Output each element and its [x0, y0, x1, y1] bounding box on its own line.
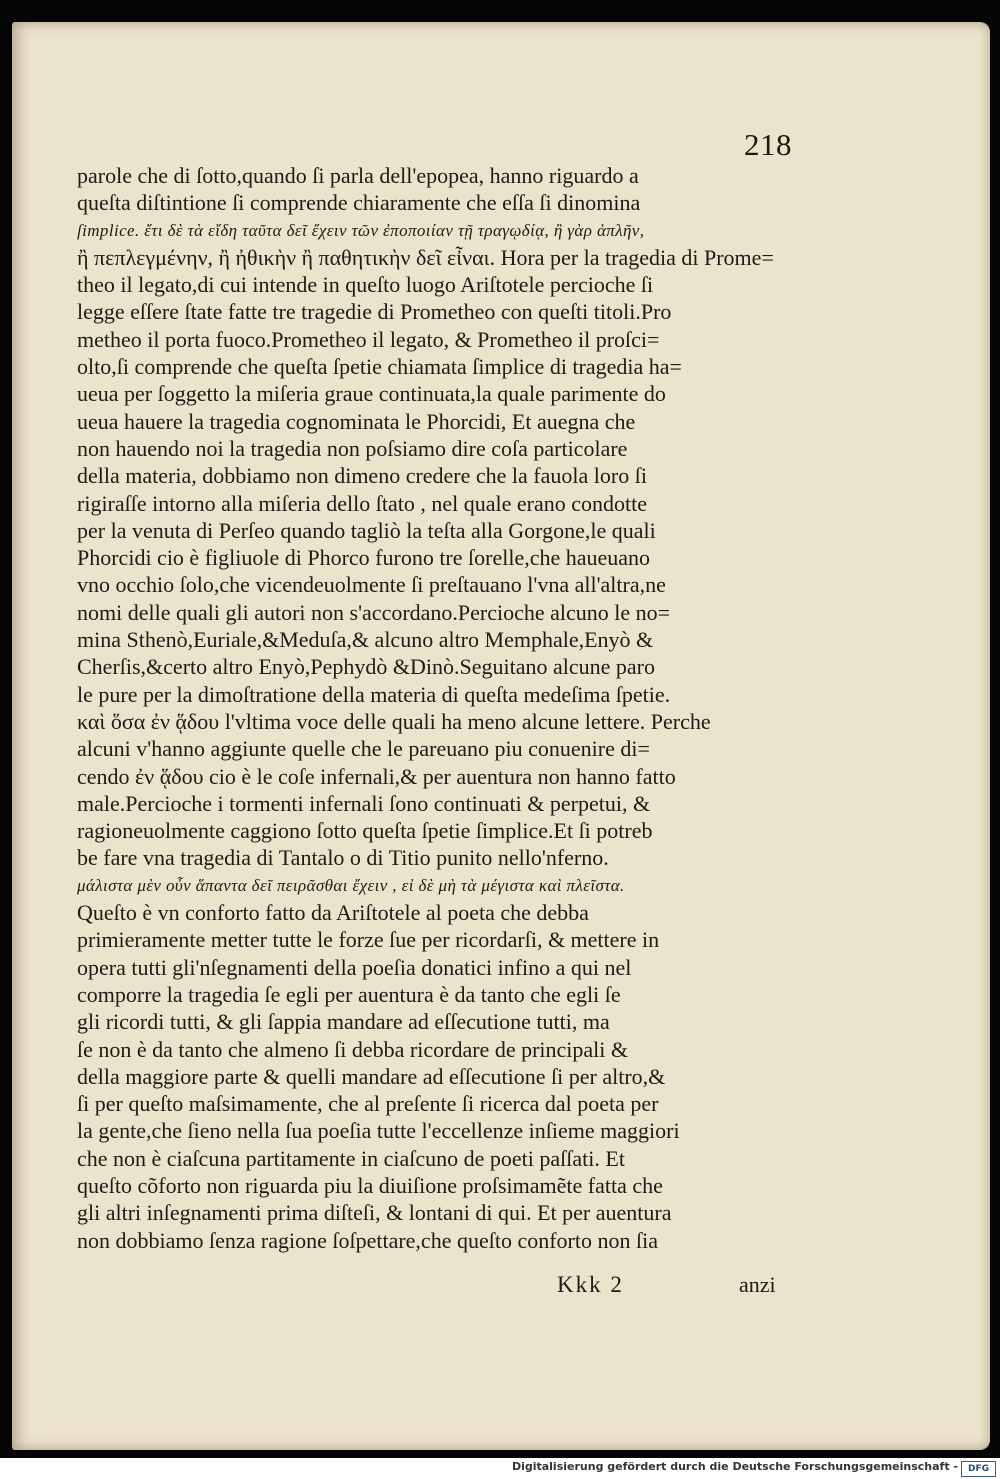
text-line: ueua per ſoggetto la miſeria graue continuata,la quale parimente do — [77, 381, 666, 407]
text-line: Cherſis,&certo altro Enyò,Pephydò &Dinò.Seguitano alcune paro — [77, 654, 655, 680]
text-line: della materia, dobbiamo non dimeno credere che la fauola loro ſi — [77, 463, 647, 489]
text-line: ſe non è da tanto che almeno ſi debba ricordare de principali & — [77, 1036, 628, 1062]
text-line: alcuni v'hanno aggiunte quelle che le pareuano piu conuenire di= — [77, 736, 650, 762]
text-line: cendo ἐν ᾅδου cio è le coſe infernali,& per auentura non hanno fatto — [77, 763, 676, 789]
text-line: Queſto è vn conforto fatto da Ariſtotele al poeta che debba — [77, 900, 589, 926]
catchword: anzi — [739, 1272, 776, 1297]
text-line: rigiraſſe intorno alla miſeria dello ſtato , nel quale erano condotte — [77, 490, 647, 516]
text-line: ueua hauere la tragedia cognominata le Phorcidi, Et auegna che — [77, 408, 636, 434]
text-line: vno occhio ſolo,che vicendeuolmente ſi preſtauano l'vna all'altra,ne — [77, 572, 666, 598]
text-line: che non è ciaſcuna partitamente in ciaſcuno de poeti paſſati. Et — [77, 1145, 625, 1171]
text-line: non hauendo noi la tragedia non poſsiamo dire coſa particolare — [77, 435, 628, 461]
text-line: theo il legato,di cui intende in queſto luogo Ariſtotele percioche ſi — [77, 272, 654, 298]
text-line: ἢ πεπλεγμένην, ἢ ἠθικὴν ἢ παθητικὴν δεῖ εἶναι. Hora per la tragedia di Prome= — [77, 244, 774, 270]
text-line: μάλιστα μὲν οὖν ἅπαντα δεῖ πειρᾶσθαι ἔχειν , εἰ δὲ μὴ τὰ μέγιστα καὶ πλεῖστα. — [77, 875, 625, 895]
text-line: male.Percioche i tormenti infernali ſono continuati & perpetui, & — [77, 790, 651, 816]
text-line: Phorcidi cio è figliuole di Phorco furono tre ſorelle,che haueuano — [77, 545, 651, 571]
text-line: primieramente metter tutte le forze ſue per ricordarſi, & mettere in — [77, 927, 660, 953]
text-line: queſta diſtintione ſi comprende chiaramente che eſſa ſi dinomina — [77, 190, 641, 216]
text-line: legge eſſere ſtate fatte tre tragedie di Prometheo con queſti titoli.Pro — [77, 299, 672, 325]
text-line: non dobbiamo ſenza ragione ſoſpettare,che queſto conforto non ſia — [77, 1227, 658, 1253]
text-line: olto,ſi comprende che queſta ſpetie chiamata ſimplice di tragedia ha= — [77, 354, 682, 380]
text-line: gli altri inſegnamenti prima diſteſi, & lontani di qui. Et per auentura — [77, 1200, 672, 1226]
text-line: ſimplice. ἔτι δὲ τὰ εἴδη ταῦτα δεῖ ἔχειν τῶν ἐποποιίαν τῇ τραγῳδίᾳ, ἢ γὰρ ἁπλῆν, — [77, 220, 645, 240]
text-line: ſi per queſto maſsimamente, che al preſente ſi ricerca dal poeta per — [77, 1091, 659, 1117]
text-line: opera tutti gli'nſegnamenti della poeſia donatici infino a qui nel — [77, 954, 632, 980]
text-line: comporre la tragedia ſe egli per auentura è da tanto che egli ſe — [77, 981, 621, 1007]
text-line: parole che di ſotto,quando ſi parla dell'epopea, hanno riguardo a — [77, 163, 639, 188]
text-line: καὶ ὅσα ἐν ᾅδου l'vltima voce delle quali ha meno alcune lettere. Perche — [77, 708, 711, 734]
text-line: le pure per la dimoſtratione della materia di queſta medeſima ſpetie. — [77, 681, 671, 707]
text-line: metheo il porta fuoco.Prometheo il legato, & Prometheo il proſci= — [77, 326, 660, 352]
body-text — [77, 162, 797, 1254]
text-line: per la venuta di Perſeo quando tagliò la teſta alla Gorgone,le quali — [77, 517, 656, 543]
dfg-logo-icon: DFG — [961, 1461, 996, 1477]
text-line: mina Sthenò,Euriale,&Meduſa,& alcuno altro Memphale,Enyò & — [77, 627, 654, 653]
page-number: 218 — [744, 127, 792, 162]
digitization-footer — [0, 1458, 1000, 1479]
text-line: nomi delle quali gli autori non s'accordano.Percioche alcuno le no= — [77, 599, 671, 625]
text-line: queſto cõforto non riguarda piu la diuiſione proſsimamẽte fatta che — [77, 1172, 663, 1198]
text-line: della maggiore parte & quelli mandare ad eſſecutione ſi per altro,& — [77, 1063, 666, 1089]
text-line: gli ricordi tutti, & gli ſappia mandare ad eſſecutione tutti, ma — [77, 1009, 610, 1035]
book-page — [12, 22, 990, 1450]
text-line: ragioneuolmente caggiono ſotto queſta ſpetie ſimplice.Et ſi potreb — [77, 818, 653, 844]
text-line: be fare vna tragedia di Tantalo o di Titio punito nello'nferno. — [77, 845, 609, 871]
signature-mark: Kkk 2 — [557, 1272, 624, 1297]
text-line: la gente,che ſieno nella ſua poeſia tutte l'eccellenze inſieme maggiori — [77, 1118, 680, 1144]
footer-credit: Digitalisierung gefördert durch die Deutsche Forschungsgemeinschaft - — [511, 1460, 958, 1473]
